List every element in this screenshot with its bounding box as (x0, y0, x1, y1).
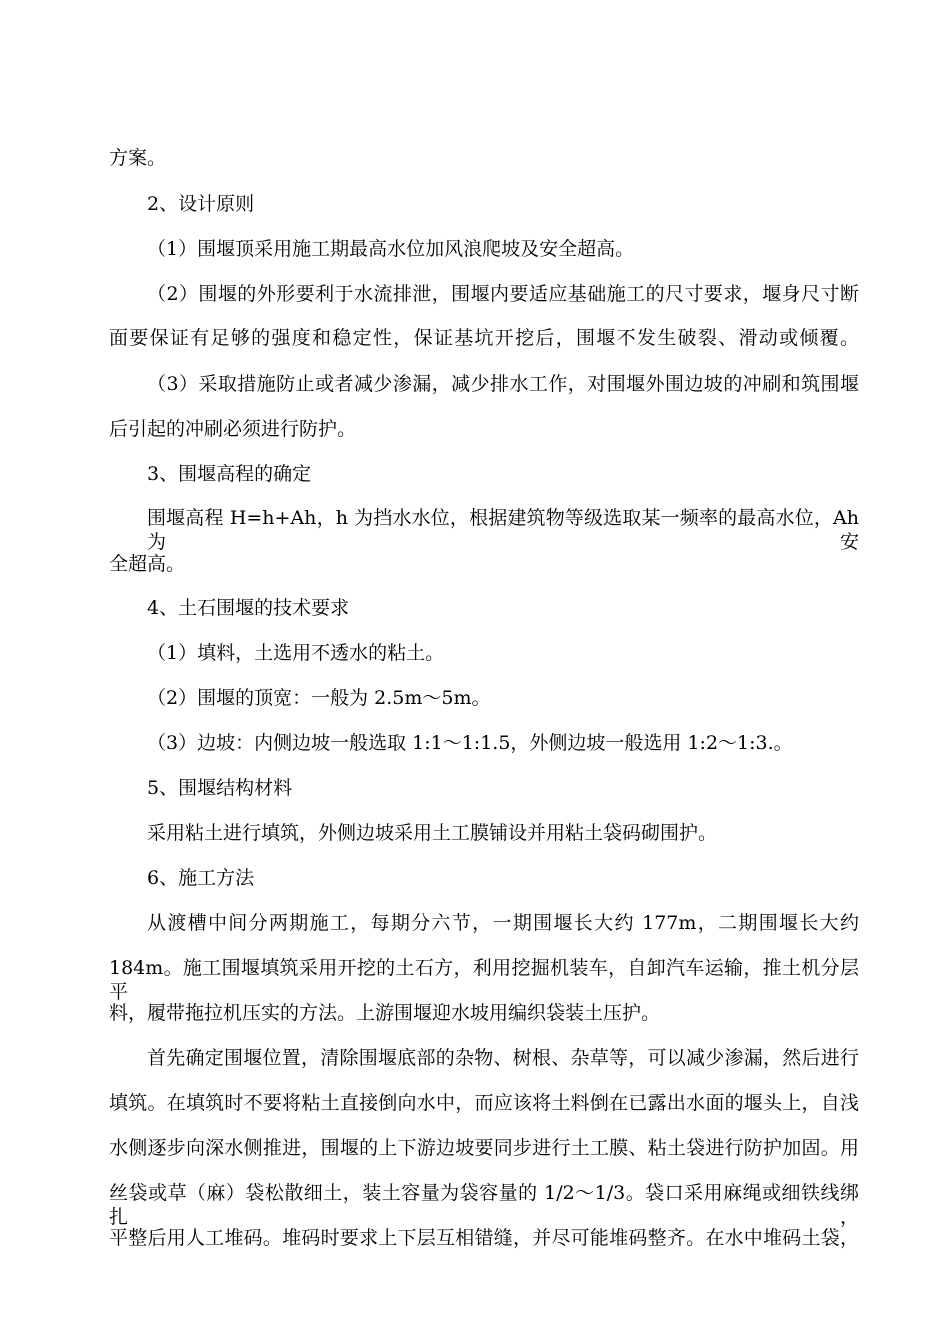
text-line: 水侧逐步向深水侧推进，围堰的上下游边坡要同步进行土工膜、粘土袋进行防护加固。用 (109, 1137, 859, 1159)
text-line: 料，履带拖拉机压实的方法。上游围堰迎水坡用编织袋装土压护。 (109, 1002, 661, 1024)
section-heading: 2、设计原则 (147, 193, 255, 215)
text-line: （1）围堰顶采用施工期最高水位加风浪爬坡及安全超高。 (147, 238, 635, 260)
section-heading: 4、土石围堰的技术要求 (147, 597, 350, 619)
text-line: 面要保证有足够的强度和稳定性，保证基坑开挖后，围堰不发生破裂、滑动或倾覆。 (109, 327, 859, 349)
text-line: （1）填料，土选用不透水的粘土。 (147, 642, 445, 664)
text-line: （2）围堰的外形要利于水流排泄，围堰内要适应基础施工的尺寸要求，堰身尺寸断 (147, 283, 859, 305)
text-line: 丝袋或草（麻）袋松散细土，装土容量为袋容量的 1/2～1/3。袋口采用麻绳或细铁线绑扎， (109, 1182, 859, 1228)
section-heading: 6、施工方法 (147, 867, 255, 889)
text-line: 平整后用人工堆码。堆码时要求上下层互相错缝，并尽可能堆码整齐。在水中堆码土袋， (109, 1227, 859, 1249)
text-line: 全超高。 (109, 553, 186, 575)
text-line: 围堰高程 H=h+Ah，h 为挡水水位，根据建筑物等级选取某一频率的最高水位，Ah 为安 (147, 507, 859, 553)
text-line: （2）围堰的顶宽：一般为 2.5m～5m。 (147, 687, 491, 709)
text-line: 首先确定围堰位置，清除围堰底部的杂物、树根、杂草等，可以减少渗漏，然后进行 (147, 1047, 859, 1069)
text-line: 后引起的冲刷必须进行防护。 (109, 418, 357, 440)
text-line: 从渡槽中间分两期施工，每期分六节，一期围堰长大约 177m，二期围堰长大约 (147, 912, 859, 934)
text-line: （3）边坡：内侧边坡一般选取 1:1～1:1.5，外侧边坡一般选用 1:2～1:3.。 (147, 732, 793, 754)
text-line: 184m。施工围堰填筑采用开挖的土石方，利用挖掘机装车，自卸汽车运输，推土机分层平 (109, 957, 859, 1003)
section-heading: 3、围堰高程的确定 (147, 463, 312, 485)
section-heading: 5、围堰结构材料 (147, 777, 293, 799)
text-line: 填筑。在填筑时不要将粘土直接倒向水中，而应该将土料倒在已露出水面的堰头上，自浅 (109, 1092, 859, 1114)
text-line: （3）采取措施防止或者减少渗漏，减少排水工作，对围堰外围边坡的冲刷和筑围堰 (147, 373, 859, 395)
text-line: 方案。 (109, 147, 167, 169)
text-line: 采用粘土进行填筑，外侧边坡采用土工膜铺设并用粘土袋码砌围护。 (147, 822, 718, 844)
